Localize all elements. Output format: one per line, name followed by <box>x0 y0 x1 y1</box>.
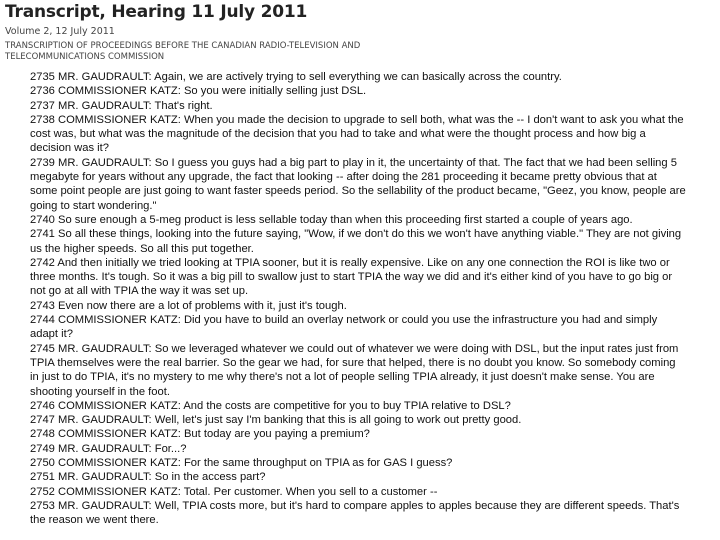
document-title: Transcript, Hearing 11 July 2011 <box>5 2 308 22</box>
transcript-entry: 2741 So all these things, looking into the future saying, "Wow, if we don't do this we won't have anything viable." They are not giving us the higher speeds. So all this put together. <box>30 228 682 255</box>
transcript-entry: 2736 COMMISSIONER KATZ: So you were initially selling just DSL. <box>30 85 367 98</box>
proceedings-subtitle: TRANSCRIPTION OF PROCEEDINGS BEFORE THE CANADIAN RADIO-TELEVISION AND TELECOMMUNICATIONS COMMISSION <box>5 41 361 62</box>
transcript-entry: 2753 MR. GAUDRAULT: Well, TPIA costs more, but it's hard to compare apples to apples because they are different speeds. That's the reason we went there. <box>30 499 680 527</box>
transcript-entry: 2739 MR. GAUDRAULT: So I guess you guys had a big part to play in it, the uncertainty of that. The fact that we had been selling 5 megabyte for years without any upgrade, the fact that looking -- after doing the 281 proceeding it became pretty obvious that at some point people are just going to want faster speeds period. So the sellability of the product became, "Geez, you know, people are going to start wondering." <box>30 156 686 212</box>
transcript-body <box>30 70 686 528</box>
transcript-entry: 2747 MR. GAUDRAULT: Well, let's just say I'm banking that this is all going to work out pretty good. <box>30 414 522 427</box>
transcript-entry: 2746 COMMISSIONER KATZ: And the costs are competitive for you to buy TPIA relative to DSL? <box>30 399 511 412</box>
transcript-entry: 2744 COMMISSIONER KATZ: Did you have to build an overlay network or could you use the infrastructure you had and simply adapt it? <box>30 314 658 341</box>
transcript-entry: 2750 COMMISSIONER KATZ: For the same throughput on TPIA as for GAS I guess? <box>30 457 453 470</box>
transcript-entry: 2748 COMMISSIONER KATZ: But today are you paying a premium? <box>30 428 370 441</box>
transcript-entry: 2738 COMMISSIONER KATZ: When you made the decision to upgrade to sell both, what was the -- I don't want to ask you what the cost was, but what was the magnitude of the decision that you had to take and what were the thought process and how big a decision was it? <box>30 113 684 155</box>
transcript-entry: 2737 MR. GAUDRAULT: That's right. <box>30 99 213 112</box>
transcript-entry: 2740 So sure enough a 5-meg product is less sellable today than when this proceeding first started a couple of years ago. <box>30 213 633 226</box>
transcript-entry: 2749 MR. GAUDRAULT: For...? <box>30 442 187 455</box>
transcript-entry: 2745 MR. GAUDRAULT: So we leveraged whatever we could out of whatever we were doing with DSL, but the input rates just from TPIA themselves were the real barrier. So the gear we had, for sure that helped, there is no doubt you know. So somebody coming in just to do TPIA, it's no mystery to me why there's not a lot of people selling TPIA already, it just doesn't make sense. You are shooting yourself in the foot. <box>30 342 679 398</box>
transcript-entry: 2752 COMMISSIONER KATZ: Total. Per customer. When you sell to a customer -- <box>30 485 438 498</box>
transcript-entry: 2742 And then initially we tried looking at TPIA sooner, but it is really expensive. Like on any one connection the ROI is like two or three months. It's tough. So it was a big pill to swallow just to start TPIA the way we did and it's either kind of you have to go big or not go at all with TPIA the way it was set up. <box>30 256 673 298</box>
volume-date: Volume 2, 12 July 2011 <box>5 26 115 37</box>
transcript-entry: 2735 MR. GAUDRAULT: Again, we are actively trying to sell everything we can basically across the country. <box>30 71 562 83</box>
transcript-entry: 2743 Even now there are a lot of problems with it, just it's tough. <box>30 299 347 312</box>
transcript-entry: 2751 MR. GAUDRAULT: So in the access part? <box>30 471 266 484</box>
